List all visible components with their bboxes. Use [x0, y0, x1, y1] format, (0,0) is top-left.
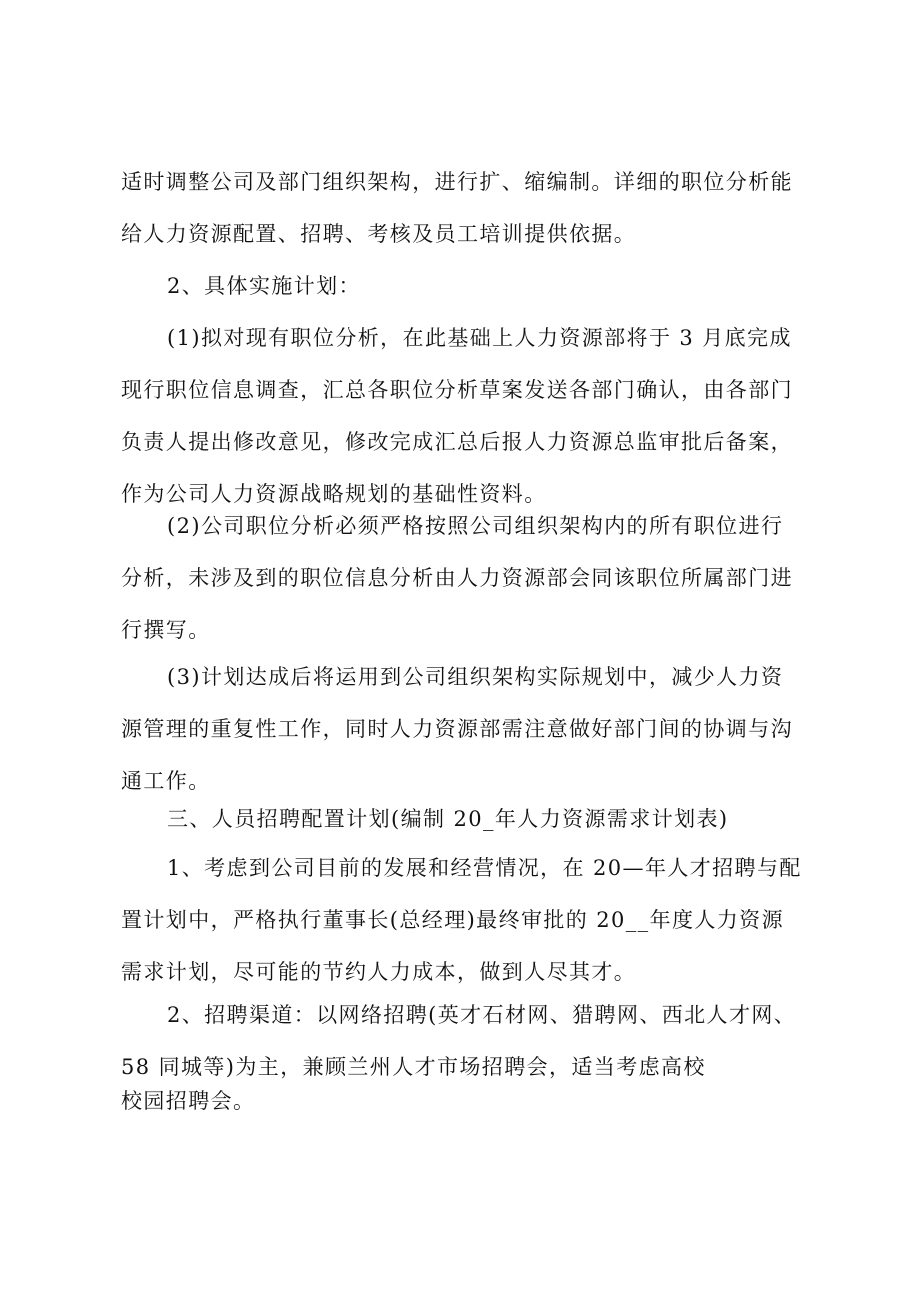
text-line: (3)计划达成后将运用到公司组织架构实际规划中，减少人力资: [167, 665, 784, 689]
text-line: 适时调整公司及部门组织架构，进行扩、缩编制。详细的职位分析能: [121, 170, 793, 194]
text-line: 行撰写。: [121, 618, 211, 642]
text-line: (1)拟对现有职位分析，在此基础上人力资源部将于 3 月底完成: [167, 326, 792, 350]
paragraph-item-1: [121, 312, 841, 520]
text-line: 作为公司人力资源战略规划的基础性资料。: [121, 482, 547, 506]
text-line: 分析，未涉及到的职位信息分析由人力资源部会同该职位所属部门进: [121, 566, 793, 590]
paragraph-item-2: [121, 500, 841, 656]
text-line: 1、考虑到公司目前的发展和经营情况，在 20—年人才招聘与配: [167, 856, 802, 880]
text-line: 2、具体实施计划：: [167, 274, 361, 298]
text-line: 给人力资源配置、招聘、考核及员工培训提供依据。: [121, 222, 637, 246]
text-line: 三、人员招聘配置计划(编制 20_年人力资源需求计划表): [167, 807, 729, 831]
paragraph-org-adjust: [121, 156, 841, 260]
paragraph-item-3: [121, 651, 841, 807]
text-line: 负责人提出修改意见，修改完成汇总后报人力资源总监审批后备案，: [121, 430, 793, 454]
text-line: 通工作。: [121, 769, 211, 793]
text-line: 源管理的重复性工作，同时人力资源部需注意做好部门间的协调与沟: [121, 717, 793, 741]
text-line: 现行职位信息调查，汇总各职位分析草案发送各部门确认，由各部门: [121, 378, 793, 402]
text-line: 2、招聘渠道：以网络招聘(英才石材网、猎聘网、西北人才网、: [167, 1003, 797, 1027]
paragraph-recruitment-1: [121, 842, 841, 998]
section-heading-recruitment-plan: [121, 793, 841, 845]
text-line: 需求计划，尽可能的节约人力成本，做到人尽其才。: [121, 960, 637, 984]
section-heading-implementation-plan: [121, 260, 841, 312]
paragraph-recruitment-channels: [121, 989, 841, 1133]
text-line: 58 同城等)为主，兼顾兰州人才市场招聘会，适当考虑高校: [121, 1055, 706, 1079]
text-line: 校园招聘会。: [121, 1089, 256, 1113]
text-line: 置计划中，严格执行董事长(总经理)最终审批的 20__年度人力资源: [121, 908, 784, 932]
text-line: (2)公司职位分析必须严格按照公司组织架构内的所有职位进行: [167, 514, 784, 538]
